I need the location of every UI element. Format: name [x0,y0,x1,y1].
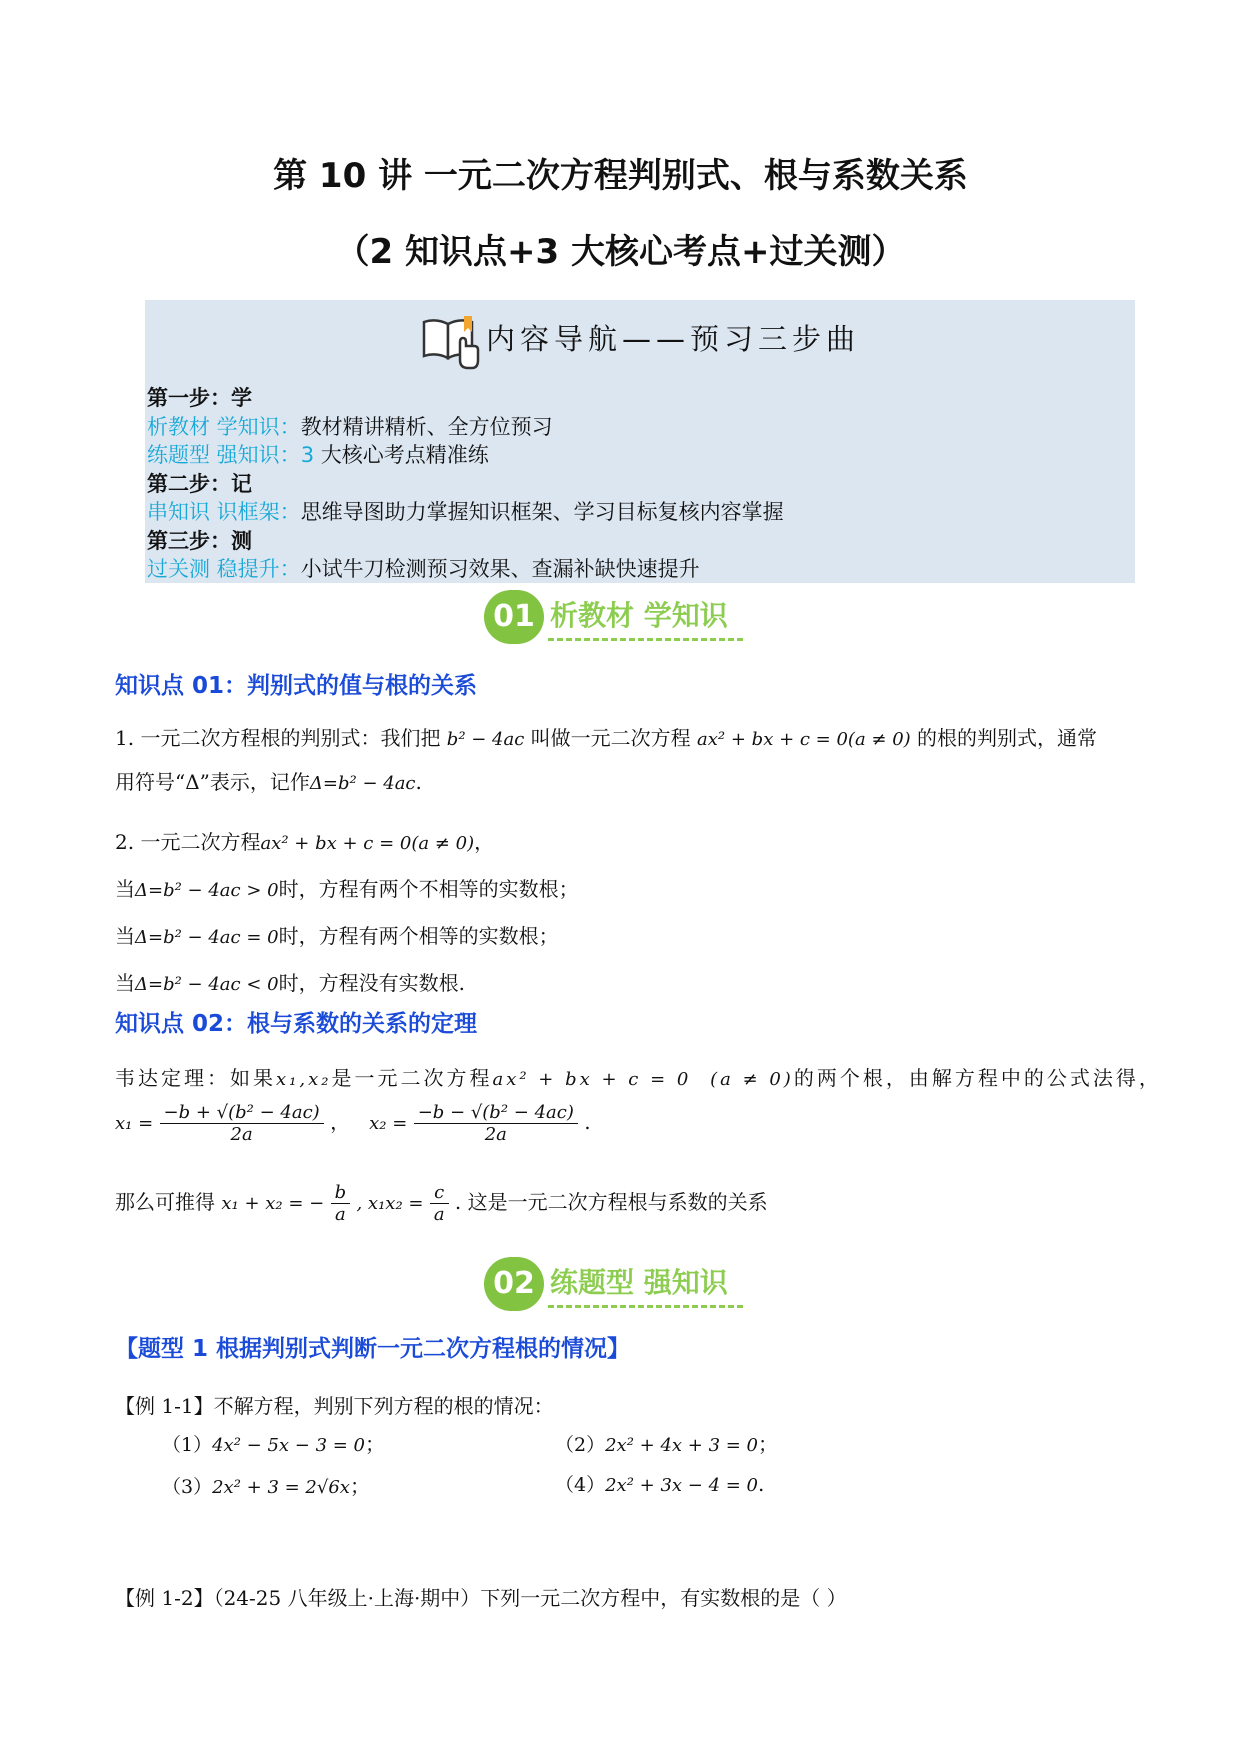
kp1-paragraph-1 [115,722,1097,751]
nav-step-1: 第一步：学 [147,386,252,410]
kp2-vieta-relation [115,1182,768,1225]
text-run: . 这是一元二次方程根与系数的关系 [454,1190,768,1214]
text-run: ， [330,1110,351,1134]
math-expr: 2x² + 3 = 2√6x [212,1477,350,1498]
nav-item-text: 思维导图助力掌握知识框架、学习目标复核内容掌握 [300,500,784,524]
nav-title [145,312,1135,370]
text-run: 是一元二次方程 [331,1066,493,1090]
nav-step-1-item-2 [147,441,784,470]
text-run: 不解方程，判别下列方程的根的情况： [213,1394,554,1418]
kp1-case-zero [115,920,559,949]
x2-fraction [414,1102,578,1145]
math-expr: ax² + bx + c = 0(a ≠ 0) [697,729,911,750]
text-run: 时，方程有两个不相等的实数根； [278,877,579,901]
nav-step-2-item-1 [147,498,784,527]
text-run: 2. 一元二次方程 [115,830,261,854]
fraction-numerator: b [331,1182,351,1204]
text-run: . [415,770,422,794]
section-header-01 [484,590,764,646]
fraction-denominator: 2a [484,1124,507,1145]
page-subtitle: （2 知识点+3 大核心考点+过关测） [335,232,906,272]
math-expr: ax² + bx + c = 0(a ≠ 0) [260,833,475,854]
text-run: 的根的判别式，通常 [910,726,1098,750]
kp2-paragraph-1 [115,1062,1162,1091]
section-label: 练题型 强知识 [550,1266,728,1299]
text-run: 1. 一元二次方程根的判别式：我们把 [115,726,447,750]
fraction-numerator: −b + √(b² − 4ac) [160,1102,324,1124]
nav-step-1-item-1 [147,413,784,442]
nav-item-number: 3 [300,443,315,467]
section-number-badge: 02 [484,1257,544,1311]
example-1-2 [115,1582,847,1611]
text-run: 那么可推得 [115,1190,215,1214]
text-run: ； [365,1432,385,1456]
exercise-item-3 [162,1470,370,1499]
text-run: 的两个根，由解方程中的公式法得， [793,1066,1162,1090]
product-fraction [430,1182,449,1225]
kp1-paragraph-2 [115,826,494,855]
text-run: 当 [115,877,135,901]
item-number: （1） [162,1434,213,1456]
math-expr: Δ=b² − 4ac < 0 [135,974,279,995]
knowledge-point-02-title: 知识点 02：根与系数的关系的定理 [115,1011,478,1037]
nav-step-3: 第三步：测 [147,528,252,553]
nav-item-label: 析教材 学知识： [147,414,301,439]
text-run: . [758,1472,765,1496]
example-label: 【例 1-1】 [115,1394,214,1418]
kp1-case-positive [115,873,579,902]
nav-item-label: 练题型 强知识： [147,443,301,467]
item-number: （4） [555,1474,606,1496]
exercise-item-2 [555,1428,778,1457]
text-run: ； [758,1432,778,1456]
nav-item-text: 小试牛刀检测预习效果、查漏补缺快速提升 [300,557,700,581]
nav-step-2: 第二步：记 [147,471,252,496]
kp1-case-negative [115,967,465,996]
section-underline [548,1305,743,1308]
fraction-numerator: −b − √(b² − 4ac) [414,1102,578,1124]
section-number-badge: 01 [484,590,544,644]
math-expr: x₁ + x₂ = − [221,1193,325,1214]
fraction-numerator: c [430,1182,449,1204]
fraction-denominator: 2a [230,1124,253,1145]
item-number: （2） [555,1434,606,1456]
sum-fraction [331,1182,351,1225]
text-run: 当 [115,924,135,948]
math-expr: Δ=b² − 4ac > 0 [135,880,279,901]
section-header-02 [484,1257,764,1313]
example-label: 【例 1-2】 [115,1586,214,1610]
question-type-1-title: 【题型 1 根据判别式判断一元二次方程根的情况】 [115,1336,631,1362]
fraction-denominator: a [433,1204,445,1225]
nav-step-3-item-1 [147,555,784,584]
math-expr: b² − 4ac [446,729,525,750]
x1-fraction [160,1102,324,1145]
book-pointer-icon [420,312,482,370]
text-run: 时，方程有两个相等的实数根； [278,924,559,948]
exercise-item-1 [162,1428,385,1457]
math-expr: Δ=b² − 4ac = 0 [135,927,279,948]
exercise-item-4 [555,1470,764,1497]
text-run: . [584,1110,591,1134]
math-expr: 2x² + 3x − 4 = 0 [605,1475,758,1496]
section-label: 析教材 学知识 [550,599,728,632]
kp1-paragraph-1-cont [115,766,422,795]
math-expr: x₁ = [115,1113,154,1134]
text-run: 用符号“Δ”表示，记作 [115,770,310,794]
nav-title-text: 内容导航——预习三步曲 [485,322,860,356]
math-expr: Δ=b² − 4ac [309,773,416,794]
text-run: （24-25 八年级上·上海·期中）下列一元二次方程中，有实数根的是（ ） [213,1586,847,1610]
math-expr: ax² + bx + c = 0 [492,1069,692,1090]
item-number: （3） [162,1476,213,1498]
knowledge-point-01-title: 知识点 01：判别式的值与根的关系 [115,673,478,699]
math-expr: , x₁x₂ = [356,1193,424,1214]
page-title: 第 10 讲 一元二次方程判别式、根与系数关系 [273,156,968,196]
fraction-denominator: a [334,1204,346,1225]
text-run: ； [349,1474,370,1498]
section-underline [548,638,743,641]
math-expr: (a ≠ 0) [710,1069,794,1090]
nav-steps [147,384,784,584]
math-expr: x₁,x₂ [276,1069,332,1090]
math-expr: 4x² − 5x − 3 = 0 [212,1435,365,1456]
text-run: 叫做一元二次方程 [524,726,698,750]
nav-item-label: 过关测 稳提升： [147,557,301,581]
nav-item-text: 教材精讲精析、全方位预习 [300,414,553,439]
nav-item-text: 大核心考点精准练 [314,443,489,467]
text-run: 韦达定理：如果 [115,1066,276,1090]
nav-item-label: 串知识 识框架： [147,500,301,524]
math-expr: x₂ = [369,1113,408,1134]
text-run: 时，方程没有实数根. [278,971,465,995]
math-expr: 2x² + 4x + 3 = 0 [605,1435,758,1456]
text-run: ， [474,830,495,854]
example-1-1 [115,1390,554,1419]
text-run: 当 [115,971,135,995]
kp2-root-formulas [115,1102,591,1145]
